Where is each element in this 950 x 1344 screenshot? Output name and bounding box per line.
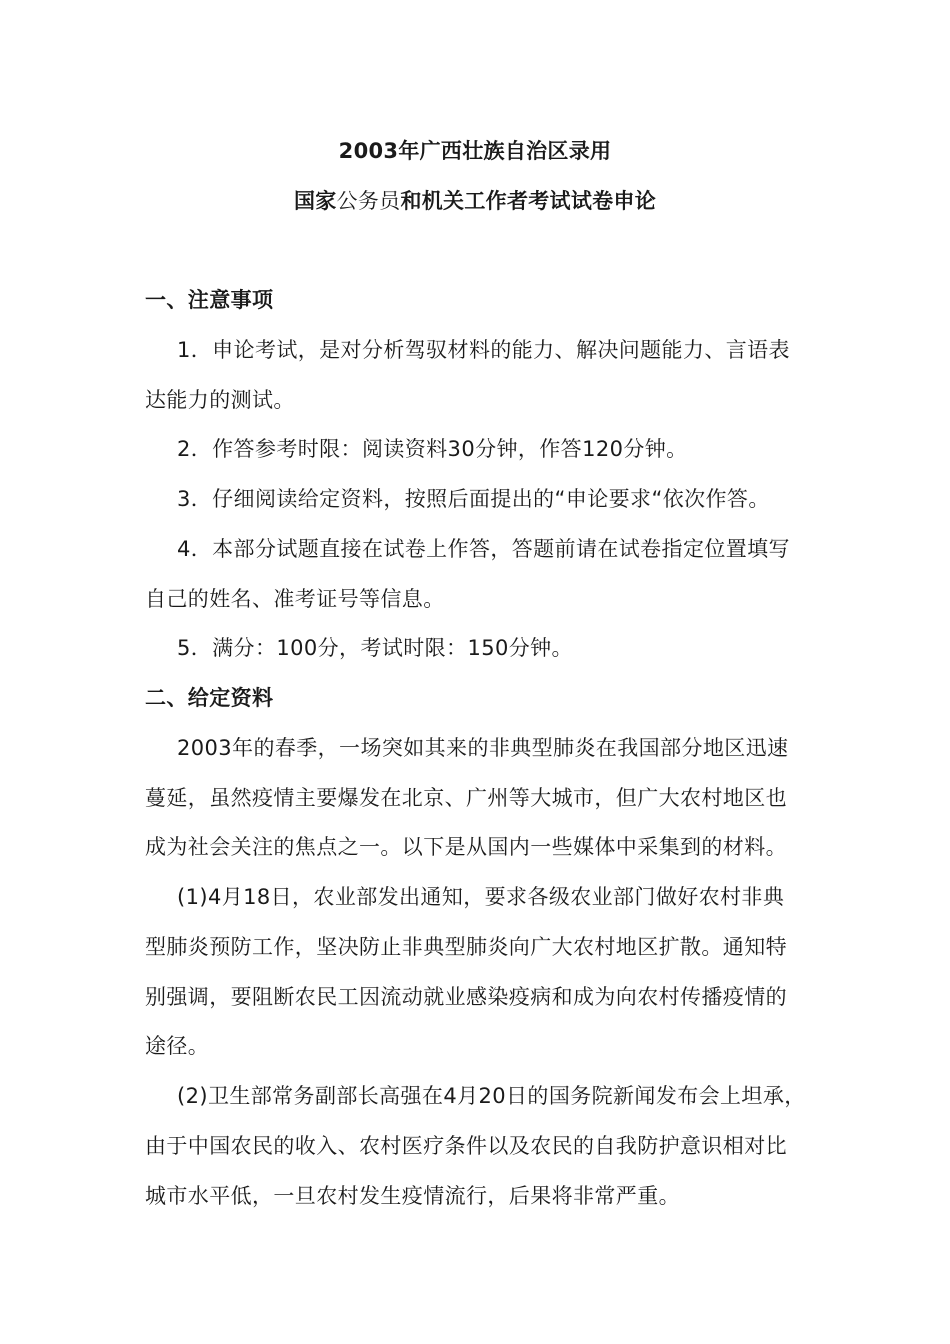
- material-2-line-1: (2)卫生部常务副部长高强在4月20日的国务院新闻发布会上坦承，: [177, 1084, 806, 1108]
- notice-item-5: 5．满分：100分，考试时限：150分钟。: [177, 636, 573, 660]
- material-2-line-3: 城市水平低，一旦农村发生疫情流行，后果将非常严重。: [145, 1184, 680, 1208]
- material-intro-line-3: 成为社会关注的焦点之一。以下是从国内一些媒体中采集到的材料。: [145, 835, 787, 859]
- material-2-line-2: 由于中国农民的收入、农村医疗条件以及农民的自我防护意识相对比: [145, 1134, 787, 1158]
- material-1-line-3: 别强调，要阻断农民工因流动就业感染疫病和成为向农村传播疫情的: [145, 985, 787, 1009]
- title-line-2-part-1: 国家: [293, 189, 337, 213]
- notice-item-3: 3．仔细阅读给定资料，按照后面提出的“申论要求“依次作答。: [177, 487, 770, 511]
- notice-item-1-line-1: 1．申论考试，是对分析驾驭材料的能力、解决问题能力、言语表: [177, 338, 790, 362]
- material-intro-line-1: 2003年的春季，一场突如其来的非典型肺炎在我国部分地区迅速: [177, 736, 789, 760]
- notice-item-2: 2．作答参考时限：阅读资料30分钟，作答120分钟。: [177, 437, 688, 461]
- section-2-heading: 二、给定资料: [145, 686, 274, 710]
- notice-item-4-line-2: 自己的姓名、准考证号等信息。: [145, 587, 445, 611]
- title-line-2-part-3: 和机关工作者考试试卷申论: [400, 189, 657, 213]
- notice-item-4-line-1: 4．本部分试题直接在试卷上作答，答题前请在试卷指定位置填写: [177, 537, 790, 561]
- material-1-line-1: (1)4月18日，农业部发出通知，要求各级农业部门做好农村非典: [177, 885, 785, 909]
- material-1-line-4: 途径。: [145, 1034, 210, 1058]
- material-intro-line-2: 蔓延，虽然疫情主要爆发在北京、广州等大城市，但广大农村地区也: [145, 786, 787, 810]
- section-1-heading: 一、注意事项: [145, 288, 274, 312]
- title-line-2-part-2: 公务员: [336, 189, 401, 213]
- title-line-2: [0, 186, 950, 216]
- notice-item-1-line-2: 达能力的测试。: [145, 388, 295, 412]
- material-1-line-2: 型肺炎预防工作，坚决防止非典型肺炎向广大农村地区扩散。通知特: [145, 935, 787, 959]
- title-line-1: 2003年广西壮族自治区录用: [338, 139, 612, 163]
